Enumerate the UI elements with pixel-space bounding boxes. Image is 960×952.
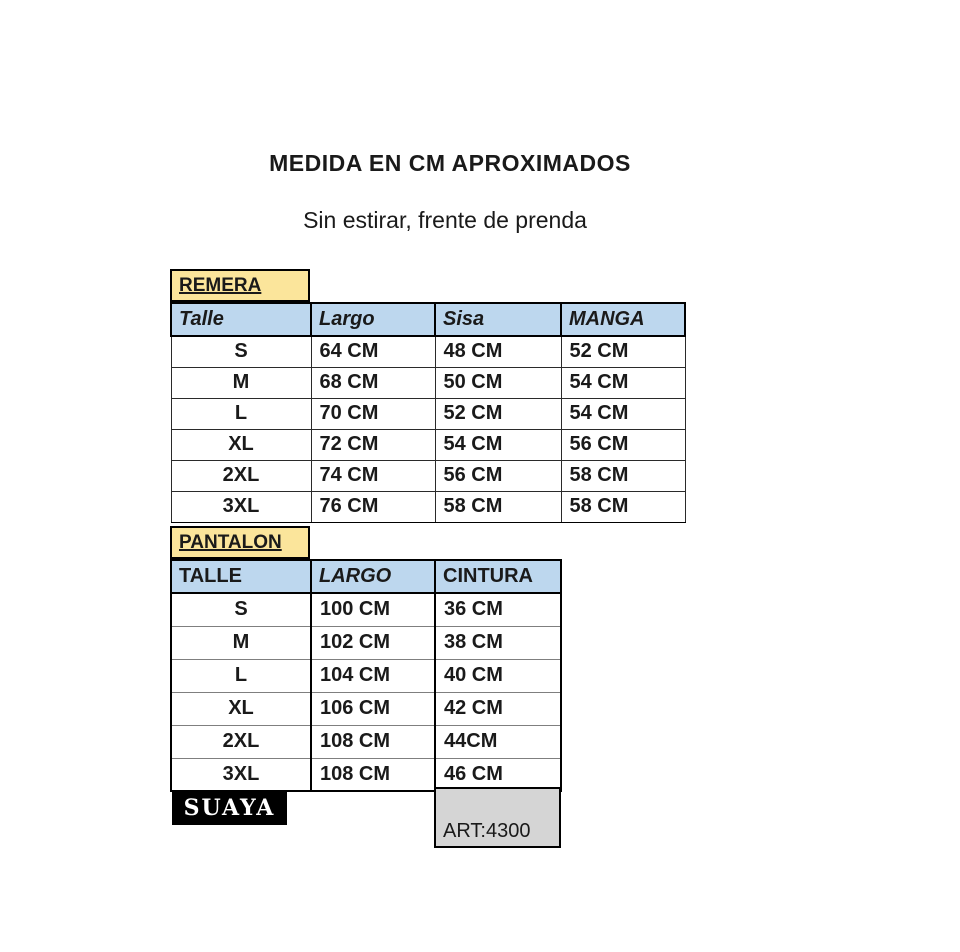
size-cell: S bbox=[171, 336, 311, 367]
measurement-cell: 50 CM bbox=[435, 367, 561, 398]
size-cell: 3XL bbox=[171, 491, 311, 522]
size-cell: XL bbox=[171, 429, 311, 460]
measurement-cell: 46 CM bbox=[435, 758, 561, 791]
table-row bbox=[171, 626, 561, 659]
size-cell: XL bbox=[171, 692, 311, 725]
size-cell: M bbox=[171, 626, 311, 659]
table-row bbox=[171, 367, 685, 398]
size-cell: 3XL bbox=[171, 758, 311, 791]
column-header-cintura: CINTURA bbox=[435, 560, 561, 593]
art-code-cell bbox=[434, 787, 561, 848]
measurement-cell: 104 CM bbox=[311, 659, 435, 692]
table-row bbox=[171, 336, 685, 367]
size-cell: 2XL bbox=[171, 460, 311, 491]
column-header-sisa: Sisa bbox=[435, 303, 561, 336]
measurement-cell: 48 CM bbox=[435, 336, 561, 367]
measurement-cell: 70 CM bbox=[311, 398, 435, 429]
column-header-largo: LARGO bbox=[311, 560, 435, 593]
size-cell: 2XL bbox=[171, 725, 311, 758]
pantalon-header-row bbox=[171, 560, 561, 593]
size-cell: M bbox=[171, 367, 311, 398]
table-row bbox=[171, 659, 561, 692]
measurement-cell: 58 CM bbox=[561, 460, 685, 491]
size-cell: S bbox=[171, 593, 311, 626]
pantalon-table-label-text: PANTALON bbox=[179, 531, 282, 553]
measurement-cell: 38 CM bbox=[435, 626, 561, 659]
column-header-largo: Largo bbox=[311, 303, 435, 336]
measurement-cell: 102 CM bbox=[311, 626, 435, 659]
brand-logo-text: SUAYA bbox=[183, 794, 276, 821]
size-cell: L bbox=[171, 398, 311, 429]
column-header-talle: TALLE bbox=[171, 560, 311, 593]
size-cell: L bbox=[171, 659, 311, 692]
table-row bbox=[171, 725, 561, 758]
page-subtitle: Sin estirar, frente de prenda bbox=[303, 207, 587, 233]
measurement-cell: 74 CM bbox=[311, 460, 435, 491]
measurement-cell: 36 CM bbox=[435, 593, 561, 626]
measurement-cell: 108 CM bbox=[311, 725, 435, 758]
measurement-cell: 54 CM bbox=[561, 398, 685, 429]
table-row bbox=[171, 429, 685, 460]
measurement-cell: 58 CM bbox=[435, 491, 561, 522]
pantalon-table-label bbox=[170, 526, 310, 559]
measurement-cell: 56 CM bbox=[561, 429, 685, 460]
table-row bbox=[171, 593, 561, 626]
column-header-talle: Talle bbox=[171, 303, 311, 336]
table-row bbox=[171, 692, 561, 725]
measurement-cell: 106 CM bbox=[311, 692, 435, 725]
page-title: MEDIDA EN CM APROXIMADOS bbox=[269, 150, 631, 176]
measurement-cell: 54 CM bbox=[561, 367, 685, 398]
brand-logo bbox=[172, 790, 287, 825]
measurement-cell: 52 CM bbox=[435, 398, 561, 429]
measurement-cell: 40 CM bbox=[435, 659, 561, 692]
measurement-cell: 42 CM bbox=[435, 692, 561, 725]
measurement-cell: 68 CM bbox=[311, 367, 435, 398]
remera-table-label-text: REMERA bbox=[179, 274, 262, 296]
measurement-cell: 58 CM bbox=[561, 491, 685, 522]
table-row bbox=[171, 398, 685, 429]
measurement-cell: 56 CM bbox=[435, 460, 561, 491]
pantalon-size-table bbox=[170, 559, 562, 792]
measurement-cell: 52 CM bbox=[561, 336, 685, 367]
measurement-cell: 108 CM bbox=[311, 758, 435, 791]
measurement-cell: 54 CM bbox=[435, 429, 561, 460]
remera-table-label bbox=[170, 269, 310, 302]
measurement-cell: 100 CM bbox=[311, 593, 435, 626]
remera-header-row bbox=[171, 303, 685, 336]
table-row bbox=[171, 491, 685, 522]
column-header-manga: MANGA bbox=[561, 303, 685, 336]
measurement-cell: 72 CM bbox=[311, 429, 435, 460]
measurement-cell: 64 CM bbox=[311, 336, 435, 367]
measurement-cell: 44CM bbox=[435, 725, 561, 758]
art-code-text: ART:4300 bbox=[443, 820, 531, 842]
table-row bbox=[171, 460, 685, 491]
remera-size-table bbox=[170, 302, 686, 523]
measurement-cell: 76 CM bbox=[311, 491, 435, 522]
